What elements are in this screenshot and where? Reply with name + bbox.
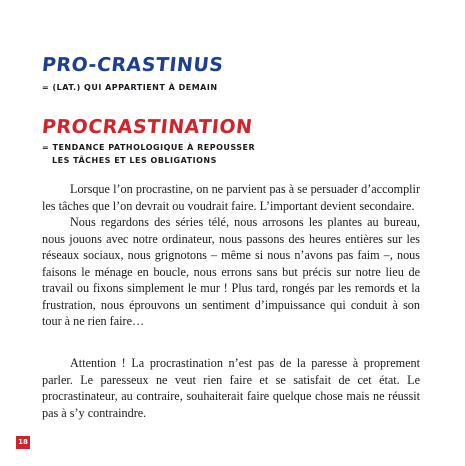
paragraph: Lorsque l’on procrastine, on ne parvient pas à se persuader d’accomplir les tâches que l’on devrait ou voudrait faire. L’important devient secondaire.: [42, 182, 420, 213]
paragraph: Attention ! La procrastination n’est pas de la paresse à proprement parler. Le paresseux ne veut rien faire et se satisfait de cet état. Le procrastinateur, au contraire, souhaiterait faire quelque chose mais ne réussit pas à s’y contraindre.: [42, 356, 420, 420]
body-text-block: [42, 181, 420, 330]
definition-pro-crastinus: = (LAT.) QUI APPARTIENT À DEMAIN: [42, 83, 218, 92]
body-text-block: [42, 355, 420, 421]
paragraph: Nous regardons des séries télé, nous arrosons les plantes au bureau, nous jouons avec notre ordinateur, nous passons des heures entières sur les réseaux sociaux, nous grignotons – même si nous n’avons pas faim –, nous faisons le ménage en boucle, nous errons sans but précis sur notre lieu de travail ou fixons simplement le mur ! Plus tard, rongés par les remords et la frustration, nous éprouvons un sentiment d’impuissance qui conduit à son tour à ne rien faire…: [42, 215, 420, 328]
term-procrastination: PROCRASTINATION: [40, 116, 254, 138]
term-pro-crastinus: PRO-CRASTINUS: [40, 54, 225, 76]
page-number-badge: 18: [16, 436, 30, 449]
definition-procrastination-line-1: = TENDANCE PATHOLOGIQUE À REPOUSSER: [42, 143, 256, 152]
definition-procrastination-line-2: LES TÂCHES ET LES OBLIGATIONS: [52, 156, 217, 165]
